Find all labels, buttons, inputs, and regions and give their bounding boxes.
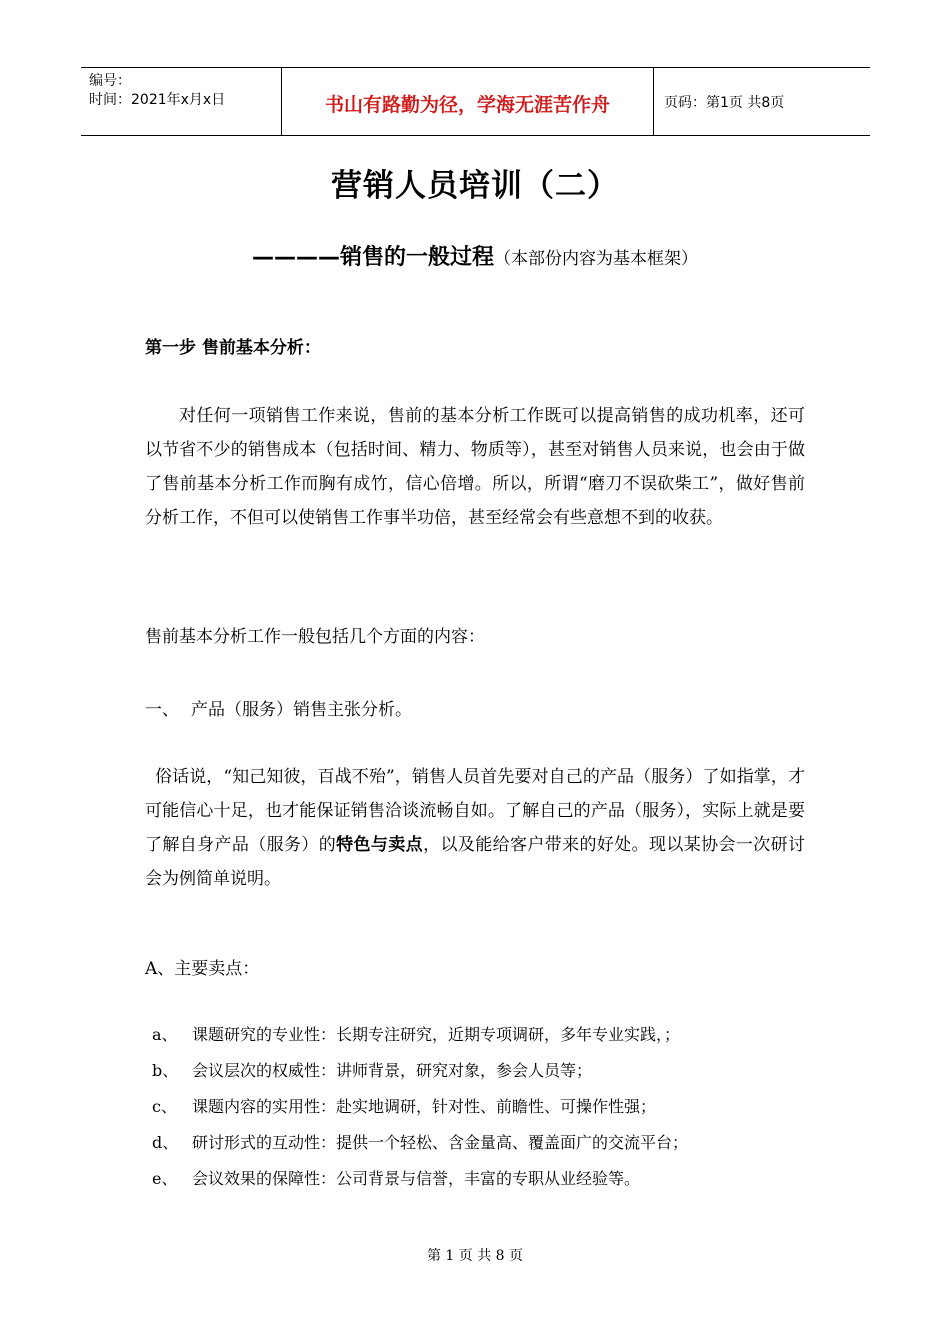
time-label: 时间：2021年x月x日 — [89, 92, 226, 108]
list-item — [152, 1161, 688, 1197]
list-item — [152, 1017, 688, 1053]
list-item — [152, 1125, 688, 1161]
para3-bold: 特色与卖点 — [336, 835, 424, 855]
paragraph-contents: 售前基本分析工作一般包括几个方面的内容： — [145, 627, 485, 647]
subtitle-main: ————销售的一般过程 — [251, 245, 494, 270]
header-motto: 书山有路勤为径，学海无涯苦作舟 — [281, 68, 654, 135]
list-text: 课题研究的专业性：长期专注研究，近期专项调研，多年专业实践，； — [192, 1025, 681, 1044]
number-label: 编号： — [89, 73, 131, 89]
page-title: 营销人员培训（二） — [331, 168, 619, 204]
list-item — [152, 1089, 688, 1125]
list-letter: e、 — [152, 1169, 178, 1188]
section-number: 一、 — [145, 700, 179, 720]
para3-before: 俗话说，“知己知彼，百战不殆”，销售人员首先要对自己的产品（服务）了如指掌，才可能信心十足，也才能保证销售洽谈流畅自如。了解自己的产品（服务），实际上就是要了解自身产品（服务）的 — [145, 767, 805, 855]
points-heading: A、主要卖点： — [145, 959, 260, 979]
page-footer: 第 1 页 共 8 页 — [426, 1248, 524, 1264]
para3-after: ，以及能给客户带来的好处。现以某协会一次研讨会为例简单说明。 — [145, 835, 806, 889]
list-letter: a、 — [152, 1025, 178, 1044]
list-letter: b、 — [152, 1061, 179, 1080]
list-text: 会议层次的权威性：讲师背景，研究对象，参会人员等； — [192, 1061, 593, 1080]
section-heading-1 — [145, 693, 412, 727]
selling-points-list — [152, 1017, 688, 1197]
page-header — [81, 67, 870, 136]
header-meta — [81, 68, 281, 135]
header-page-info: 页码：第1页 共8页 — [664, 94, 785, 111]
subtitle-note: （本部份内容为基本框架） — [494, 249, 698, 269]
list-text: 研讨形式的互动性：提供一个轻松、含金量高、覆盖面广的交流平台； — [192, 1133, 689, 1152]
page-subtitle — [0, 240, 950, 271]
list-item — [152, 1053, 688, 1089]
section-text: 产品（服务）销售主张分析。 — [191, 700, 412, 720]
list-text: 会议效果的保障性：公司背景与信誉，丰富的专职从业经验等。 — [192, 1169, 641, 1188]
list-letter: c、 — [152, 1097, 177, 1116]
list-text: 课题内容的实用性：赴实地调研，针对性、前瞻性、可操作性强； — [192, 1097, 657, 1116]
step1-heading: 第一步 售前基本分析： — [145, 338, 321, 358]
list-letter: d、 — [152, 1133, 179, 1152]
paragraph-intro: 对任何一项销售工作来说，售前的基本分析工作既可以提高销售的成功机率，还可以节省不少的销售成本（包括时间、精力、物质等），甚至对销售人员来说，也会由于做了售前基本分析工作而胸有成竹，信心倍增。所以，所谓“磨刀不误砍柴工”，做好售前分析工作，不但可以使销售工作事半功倍，甚至经常会有些意想不到的收获。 — [145, 406, 805, 528]
paragraph-product — [145, 760, 805, 896]
